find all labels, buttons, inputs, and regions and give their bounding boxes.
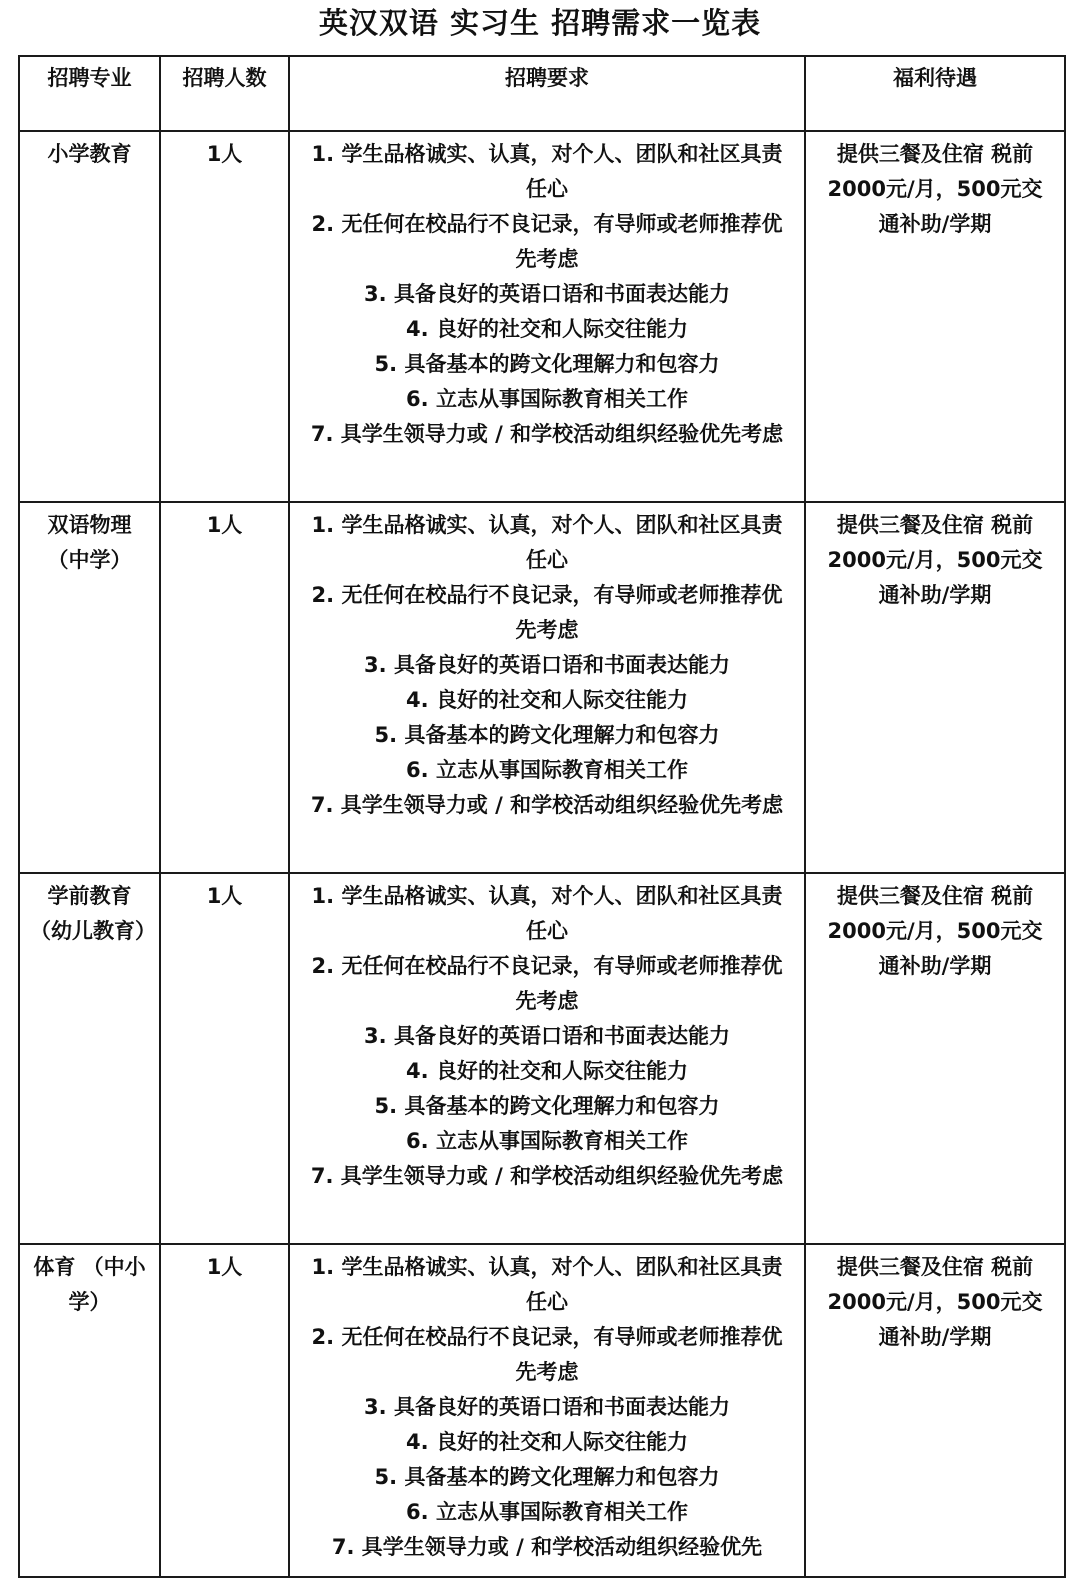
recruitment-table — [18, 55, 1066, 1578]
count-cell: 1人 — [160, 502, 289, 873]
header-major: 招聘专业 — [19, 56, 160, 131]
requirement-item: 2. 无任何在校品行不良记录，有导师或老师推荐优先考虑 — [311, 1325, 783, 1384]
requirement-item: 3. 具备良好的英语口语和书面表达能力 — [364, 1395, 730, 1419]
requirement-item: 5. 具备基本的跨文化理解力和包容力 — [374, 723, 720, 747]
requirement-item: 4. 良好的社交和人际交往能力 — [406, 1430, 688, 1454]
requirements-cell — [289, 502, 805, 873]
page-title: 英汉双语 实习生 招聘需求一览表 — [318, 6, 762, 40]
header-requirements: 招聘要求 — [289, 56, 805, 131]
requirement-item: 1. 学生品格诚实、认真，对个人、团队和社区具责任心 — [311, 1255, 783, 1314]
benefits-cell: 提供三餐及住宿 税前2000元/月，500元交通补助/学期 — [805, 131, 1065, 502]
requirements-list — [290, 508, 804, 823]
requirement-item: 6. 立志从事国际教育相关工作 — [406, 1129, 688, 1153]
table-row — [19, 1244, 1065, 1577]
count-cell: 1人 — [160, 131, 289, 502]
requirement-item: 5. 具备基本的跨文化理解力和包容力 — [374, 1465, 720, 1489]
requirement-item: 4. 良好的社交和人际交往能力 — [406, 688, 688, 712]
requirement-item: 2. 无任何在校品行不良记录，有导师或老师推荐优先考虑 — [311, 954, 783, 1013]
requirement-item: 3. 具备良好的英语口语和书面表达能力 — [364, 653, 730, 677]
table-row — [19, 131, 1065, 502]
header-benefits: 福利待遇 — [805, 56, 1065, 131]
table-row — [19, 873, 1065, 1244]
benefits-cell: 提供三餐及住宿 税前2000元/月，500元交通补助/学期 — [805, 873, 1065, 1244]
requirements-list — [290, 879, 804, 1194]
requirement-item: 1. 学生品格诚实、认真，对个人、团队和社区具责任心 — [311, 884, 783, 943]
table-header-row — [19, 56, 1065, 131]
requirement-item: 3. 具备良好的英语口语和书面表达能力 — [364, 1024, 730, 1048]
requirement-item: 6. 立志从事国际教育相关工作 — [406, 387, 688, 411]
benefits-cell: 提供三餐及住宿 税前2000元/月，500元交通补助/学期 — [805, 502, 1065, 873]
requirement-item: 7. 具学生领导力或 / 和学校活动组织经验优先考虑 — [310, 1164, 784, 1188]
requirements-list — [290, 1250, 804, 1565]
requirements-cell — [289, 1244, 805, 1577]
requirement-item: 4. 良好的社交和人际交往能力 — [406, 317, 688, 341]
requirements-cell — [289, 873, 805, 1244]
requirement-item: 7. 具学生领导力或 / 和学校活动组织经验优先考虑 — [310, 793, 784, 817]
requirement-item: 6. 立志从事国际教育相关工作 — [406, 758, 688, 782]
major-cell: 学前教育（幼儿教育） — [19, 873, 160, 1244]
requirement-item: 5. 具备基本的跨文化理解力和包容力 — [374, 352, 720, 376]
requirement-item: 4. 良好的社交和人际交往能力 — [406, 1059, 688, 1083]
requirement-item: 3. 具备良好的英语口语和书面表达能力 — [364, 282, 730, 306]
requirements-cell — [289, 131, 805, 502]
major-cell: 双语物理（中学） — [19, 502, 160, 873]
requirement-item: 1. 学生品格诚实、认真，对个人、团队和社区具责任心 — [311, 513, 783, 572]
count-cell: 1人 — [160, 1244, 289, 1577]
requirement-item: 1. 学生品格诚实、认真，对个人、团队和社区具责任心 — [311, 142, 783, 201]
major-cell: 小学教育 — [19, 131, 160, 502]
requirements-list — [290, 137, 804, 452]
benefits-cell: 提供三餐及住宿 税前2000元/月，500元交通补助/学期 — [805, 1244, 1065, 1577]
requirement-item: 2. 无任何在校品行不良记录，有导师或老师推荐优先考虑 — [311, 583, 783, 642]
header-count: 招聘人数 — [160, 56, 289, 131]
table-row — [19, 502, 1065, 873]
requirement-item: 5. 具备基本的跨文化理解力和包容力 — [374, 1094, 720, 1118]
requirement-item: 7. 具学生领导力或 / 和学校活动组织经验优先 — [331, 1535, 763, 1559]
requirement-item: 6. 立志从事国际教育相关工作 — [406, 1500, 688, 1524]
requirement-item: 7. 具学生领导力或 / 和学校活动组织经验优先考虑 — [310, 422, 784, 446]
count-cell: 1人 — [160, 873, 289, 1244]
major-cell: 体育 （中小学） — [19, 1244, 160, 1577]
requirement-item: 2. 无任何在校品行不良记录，有导师或老师推荐优先考虑 — [311, 212, 783, 271]
